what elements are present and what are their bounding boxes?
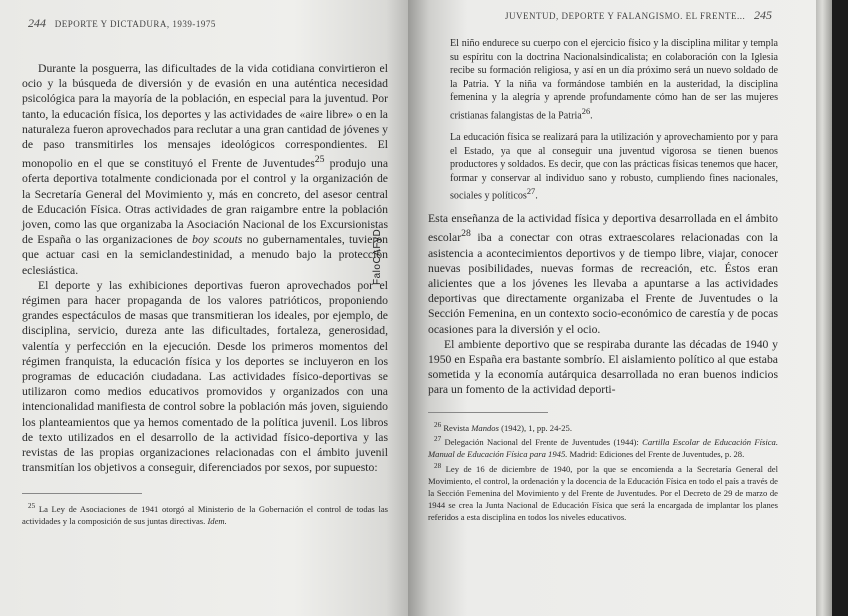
footnote-idem: Idem. — [207, 516, 227, 527]
block-quote-2: La educación física se realizará para la utilización y aprovechamiento por y para el Estado, ya que al conseguir una juventud vigorosa se tienen buenos productores y soldados. Es decir, que con las prácticas físicas tenemos que hacer, formar y conservar al individuo sano y robusto, cumpliendo fines nacionales, sociales y políticos$^{27}$. — [450, 131, 778, 202]
paragraph-text: iba a conectar con otras extraescolares relacionadas con la asistencia a acontecimientos deportivos y de tiempo libre, viajar, conocer nuevas posibilidades, nuevas formas de recreación, etc. Éstos eran alicientes que a los jóvenes les llevaba a apuntarse a las actividades deportivas que directamente organizaba el Frente de Juventudes o la Sección Femenina, en un contexto socio-económico de carestía y de pocas ocasiones para la diversión y el ocio. — [428, 231, 778, 336]
footnote-number: 26 — [434, 420, 442, 429]
boy-scouts-term: boy scouts — [192, 233, 243, 247]
right-footnote-divider — [428, 412, 548, 413]
footnote-text: La Ley de Asociaciones de 1941 otorgó al Ministerio de la Gobernación el control de todas las actividades y la composición de sus juntas directivas. — [22, 504, 388, 527]
quote-text: La educación física se realizará para la utilización y aprovechamiento por y para el Estado, ya que al conseguir una juventud vigorosa se tienen buenos productores y soldados. Es decir, que con las prácticas físicas tenemos que hacer, formar y conservar al individuo sano y robusto, cumpliendo fines nacionales, sociales y políticos — [450, 131, 778, 202]
paragraph-text: Durante la posguerra, las dificultades de la vida cotidiana convirtieron el ocio y la búsqueda de diversión y de evasión en una auténtica necesidad psicológica para la mayoría de la población, en especial para la juventud. Por tanto, la educación física, los deportes y las actividades de «aire libre» o en la naturaleza fueron aprovechados para reclutar a una gran cantidad de jóvenes y de paso transmitirles los mensajes ideológicos correspondientes. El monopolio en el que se constituyó el Frente de Juventudes — [22, 62, 388, 171]
right-body-text — [428, 211, 778, 397]
footnote-26 — [428, 419, 778, 434]
left-footnotes — [22, 500, 388, 527]
footnote-25 — [22, 500, 388, 527]
left-page-number: 244 — [28, 16, 46, 30]
library-stamp: FaloCAFyD — [372, 228, 383, 285]
footnote-text: Revista — [443, 422, 472, 433]
right-page-number: 245 — [754, 8, 772, 22]
footnote-number: 28 — [434, 462, 442, 471]
footnote-ref-26: 26 — [581, 106, 591, 116]
right-footnotes — [428, 419, 778, 524]
footnote-text: Madrid: Ediciones del Frente de Juventudes, p. 28. — [567, 449, 745, 460]
footnote-27 — [428, 433, 778, 460]
left-running-head — [22, 16, 388, 31]
left-body-text — [22, 61, 388, 475]
footnote-ref-27: 27 — [526, 187, 536, 197]
quote-text: El niño endurece su cuerpo con el ejercicio físico y la disciplina militar y templa su espíritu con la doctrina Nacionalsindicalista; en colaboración con la Iglesia recibe su formación religiosa, y así en un día próximo será un nuevo soldado de la Patria. Y la niña va formándose también en la austeridad, la disciplina femenina y la alegría y aprende profundamente cómo han de ser las mujeres cristianas falangistas de la Patria — [450, 38, 778, 122]
paragraph-text: no gubernamentales, tuvieron que actuar casi en la semiclandestinidad, a menudo bajo la protección eclesiástica. — [22, 233, 388, 277]
footnote-text: Ley de 16 de diciembre de 1940, por la que se encomienda a la Secretaría General del Movimiento, el control, la ordenación y la docencia de la Educación Física en todo el país a través de la Sección Femenina del Movimiento y del Frente de Juventudes. Por el Decreto de 29 de marzo de 1944 se crea la Junta Nacional de Educación Física que será la encargada de implantar los planes referidos a esta disciplina en todos los niveles educativos. — [428, 464, 778, 523]
paragraph-text: Esta enseñanza de la actividad física y deportiva desarrollada en el ámbito escolar — [428, 212, 778, 245]
footnote-number: 25 — [28, 502, 36, 511]
page-edge — [816, 0, 832, 616]
footnote-ref-28: 28 — [461, 228, 471, 240]
block-quote-1: El niño endurece su cuerpo con el ejercicio físico y la disciplina militar y templa su espíritu con la doctrina Nacionalsindicalista; en colaboración con la Iglesia recibe su formación religiosa, y así en un día próximo será un nuevo soldado de la Patria. Y la niña va formándose también en la austeridad, la disciplina femenina y la alegría y aprende profundamente cómo han de ser las mujeres cristianas falangistas de la Patria$^{26}$. — [450, 38, 778, 122]
left-paragraph-1 — [22, 61, 388, 278]
footnote-ref-25: 25 — [314, 154, 325, 166]
footnote-italic: Cartilla Escolar de Educación Física. Manual de Educación Física para 1945. — [428, 437, 778, 460]
footnote-italic: Mandos — [471, 422, 499, 433]
footnote-number: 27 — [434, 435, 442, 444]
left-paragraph-2: El deporte y las exhibiciones deportivas fueron aprovechados por el régimen para hacer propaganda de los valores patrióticos, proponiendo grandes espectáculos de masas que transmitieran los ideales, por ejemplo, de disciplina, servicio, dureza ante las dificultades, fortaleza, generosidad, valentía y perfección en la ejecución. Desde los primeros momentos del régimen franquista, la educación física y los deportes se incluyeron en los programas de educación ciudadana. Las actividades físico-deportivas se utilizaron como medios educativos promovidos y organizados con una intencionalidad manifiesta de control sobre la población más joven, siguiendo los planteamientos que ya hemos comentado de la política juvenil. Los libros de texto utilizados en el desarrollo de la actividad físico-deportiva y las revistas de las propias organizaciones relacionadas con el ámbito juvenil transmitían los objetivos a conseguir, diferenciados por sexos, por supuesto: — [22, 278, 388, 475]
left-page — [0, 0, 420, 616]
footnote-text: Delegación Nacional del Frente de Juventudes (1944): — [444, 437, 643, 448]
footnote-28 — [428, 460, 778, 523]
right-paragraph-2: El ambiente deportivo que se respiraba durante las décadas de 1940 y 1950 en España era bastante sombrío. El aislamiento político al que estaba sometida y la economía autárquica desarrollada no eran buenos indicios para un fomento de la actividad deporti- — [428, 337, 778, 397]
right-running-title: JUVENTUD, DEPORTE Y FALANGISMO. EL FRENTE... — [504, 11, 746, 21]
left-running-title: DEPORTE Y DICTADURA, 1939-1975 — [54, 19, 216, 29]
footnote-text: (1942), 1, pp. 24-25. — [498, 422, 572, 433]
left-footnote-divider — [22, 493, 142, 494]
right-paragraph-1 — [428, 211, 778, 337]
right-page — [408, 0, 832, 616]
right-running-head — [428, 8, 778, 23]
paragraph-text: produjo una oferta deportiva totalmente condicionada por el control y la organización de la Secretaría General del Movimiento y, más en concreto, del asesor central de Educación Física. Otras actividades de gran raigambre entre la población joven, como las que organizaba la Asociación Nacional de los Excursionistas de España o las organizaciones de — [22, 157, 389, 247]
